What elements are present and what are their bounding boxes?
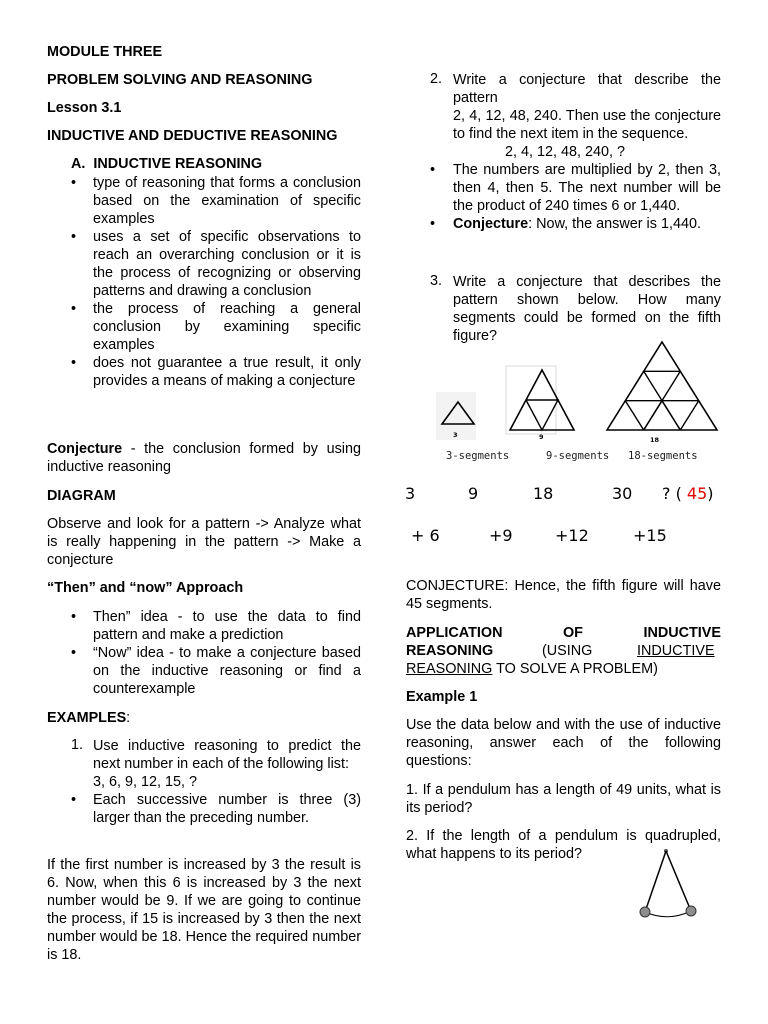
example-2: [406, 71, 721, 233]
example-2-question-cont: 2, 4, 12, 48, 240. Then use the conjecture to find the next item in the sequence.: [453, 108, 721, 142]
list-item: • type of reasoning that forms a conclusion based on the examination of specific examples: [47, 174, 361, 228]
diagram-heading: DIAGRAM: [47, 488, 116, 504]
difference-value: +15: [633, 526, 667, 545]
then-now-list: [47, 608, 361, 698]
sequence-value: 3: [405, 484, 416, 503]
example-2-conjecture: • Conjecture: Now, the answer is 1,440.: [406, 215, 721, 233]
pendulum-question-1: 1. If a pendulum has a length of 49 units, what is its period?: [406, 782, 721, 816]
examples-heading: EXAMPLES:: [47, 710, 131, 726]
list-item: • the process of reaching a general conclusion by examining specific examples: [47, 300, 361, 354]
list-item: • “Now” idea - to make a conjecture based on the inductive reasoning or find a counterexample: [47, 644, 361, 698]
conjecture-term: Conjecture: [47, 441, 123, 457]
triangle-figures: [430, 336, 730, 456]
pendulum-diagram: [630, 842, 710, 928]
example1-heading: Example 1: [406, 689, 478, 705]
figure-label-9: 9: [539, 433, 544, 441]
conjecture-answer: CONJECTURE: Hence, the fifth figure will have 45 segments.: [406, 578, 721, 612]
example-2-bullet: • The numbers are multiplied by 2, then 3, then 4, then 5. The next number will be the product of 240 times 6 or 1,440.: [406, 161, 721, 215]
module-title: PROBLEM SOLVING AND REASONING: [47, 72, 313, 88]
application-heading-line3: REASONING TO SOLVE A PROBLEM): [406, 661, 658, 677]
list-item: • does not guarantee a true result, it only provides a means of making a conjecture: [47, 354, 361, 390]
application-using: (USING: [542, 643, 593, 659]
application-heading-line1: APPLICATION OF INDUCTIVE: [406, 625, 722, 641]
pendulum-string-right: [666, 851, 691, 911]
example-1: [47, 737, 361, 827]
section-a-heading: A. INDUCTIVE REASONING: [71, 156, 263, 172]
difference-value: +9: [489, 526, 513, 545]
application-inductive: INDUCTIVE: [637, 643, 715, 659]
difference-value: +12: [555, 526, 589, 545]
example-2-sequence: 2, 4, 12, 48, 240, ?: [505, 144, 626, 160]
sequence-value: 9: [468, 484, 479, 503]
figure-9-segments: [506, 366, 574, 434]
figure-label-18: 18: [650, 436, 660, 444]
example-1-question: Use inductive reasoning to predict the next number in each of the following list:: [93, 738, 361, 772]
example-1-explanation: If the first number is increased by 3 the result is 6. Now, when this 6 is increased by 3 the next number would be 9. If we are going to continue the process, if 15 is increased by 3 then the next number would be 18. Hence the required number is 18.: [47, 857, 361, 963]
sequence-unknown: ? ( 45): [662, 484, 714, 503]
example-3-number: 3.: [430, 273, 443, 289]
then-now-heading: “Then” and “now” Approach: [47, 580, 244, 596]
inductive-definition-list: [47, 174, 361, 390]
example-2-question: Write a conjecture that describe the pattern: [453, 72, 721, 106]
list-item: • uses a set of specific observations to reach an overarching conclusion or it is the process of recognizing or observing patterns and drawing a conclusion: [47, 228, 361, 300]
application-heading-reasoning: REASONING: [406, 643, 494, 659]
pendulum-question-2: 2. If the length of a pendulum is quadrupled, what happens to its period?: [406, 828, 721, 862]
diagram-text: Observe and look for a pattern -> Analyze what is really happening in the pattern -> Make a conjecture: [47, 516, 361, 568]
sequence-value: 30: [612, 484, 633, 503]
sequence-value: 18: [533, 484, 554, 503]
example-3-question: Write a conjecture that describes the pattern shown below. How many segments could be formed on the fifth figure?: [453, 274, 721, 344]
example-3: [406, 273, 721, 345]
conjecture-text: - the conclusion formed by using inductive reasoning: [47, 441, 361, 475]
pendulum-bob-right: [686, 906, 696, 916]
conjecture-definition: [47, 440, 361, 476]
list-item: • Then” idea - to use the data to find pattern and make a prediction: [47, 608, 361, 644]
figure-label-3: 3: [453, 431, 458, 439]
pendulum-arc: [645, 911, 691, 917]
sequence-answer: 45: [686, 484, 708, 503]
caption-9-segments: 9-segments: [546, 450, 610, 462]
lesson-label: Lesson 3.1: [47, 100, 122, 116]
difference-value: + 6: [411, 526, 440, 545]
example-1-list: 3, 6, 9, 12, 15, ?: [93, 774, 198, 790]
example-2-number: 2.: [430, 71, 443, 87]
pendulum-string-left: [645, 851, 666, 912]
figure-18-segments: [607, 342, 717, 430]
caption-3-segments: 3-segments: [446, 450, 510, 462]
pendulum-bob-left: [640, 907, 650, 917]
caption-18-segments: 18-segments: [628, 450, 698, 462]
example-1-number: 1.: [71, 737, 84, 753]
module-heading: MODULE THREE: [47, 44, 163, 60]
example-1-bullet: • Each successive number is three (3) larger than the preceding number.: [47, 791, 361, 827]
lesson-topic: INDUCTIVE AND DEDUCTIVE REASONING: [47, 128, 338, 144]
example1-text: Use the data below and with the use of inductive reasoning, answer each of the following questions:: [406, 717, 721, 769]
